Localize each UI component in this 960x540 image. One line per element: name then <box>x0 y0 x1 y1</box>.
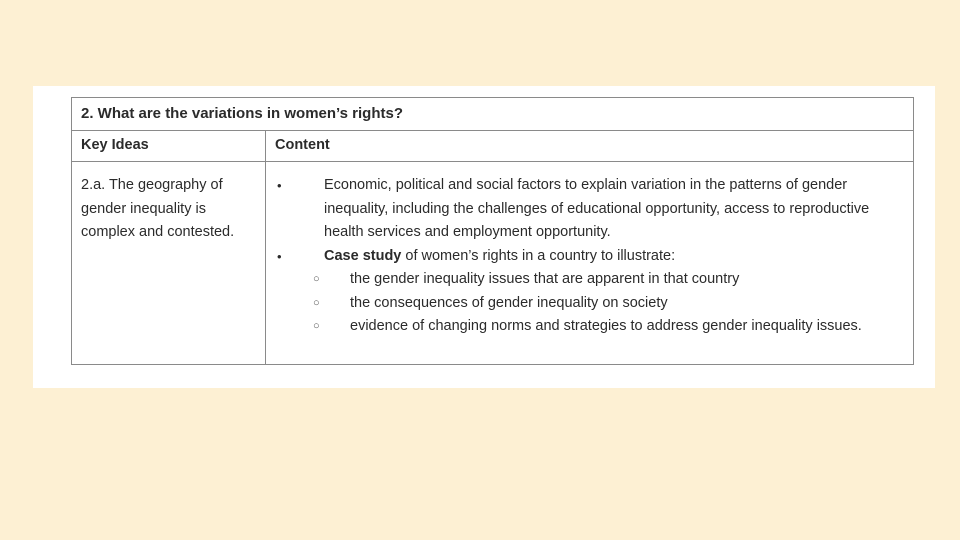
bullet-text: Economic, political and social factors to explain variation in the patterns of gender inequality, including the challenges of educational opportunity, access to reproductive health services and employment opportunity. <box>324 177 870 240</box>
document-panel <box>33 86 935 388</box>
bullet-item <box>276 245 904 269</box>
bullet-icon: • <box>277 178 282 193</box>
sub-list-item <box>276 315 904 339</box>
bullet-rest-text: of women’s rights in a country to illustrate: <box>401 247 676 264</box>
bullet-bold-text: Case study <box>324 247 402 264</box>
circle-bullet-icon: ○ <box>313 273 320 285</box>
content-cell <box>266 162 914 365</box>
sub-item-text: evidence of changing norms and strategies to address gender inequality issues. <box>350 318 862 334</box>
circle-bullet-icon: ○ <box>313 320 320 332</box>
bullet-item <box>276 174 904 245</box>
header-content: Content <box>266 131 914 162</box>
sub-item-text: the gender inequality issues that are apparent in that country <box>350 271 740 287</box>
table-row <box>72 162 914 365</box>
header-key-ideas: Key Ideas <box>72 131 266 162</box>
sub-item-text: the consequences of gender inequality on society <box>350 294 668 311</box>
specification-table <box>71 97 914 365</box>
header-row <box>72 131 914 162</box>
circle-bullet-icon: ○ <box>313 296 320 309</box>
bullet-icon: • <box>277 248 282 264</box>
bullet-text <box>324 245 904 269</box>
key-idea-cell: 2.a. The geography of gender inequality is complex and contested. <box>72 162 266 365</box>
title-row <box>72 98 914 131</box>
sub-list-item <box>276 292 904 316</box>
sub-list-item <box>276 268 904 292</box>
table-title: 2. What are the variations in women’s rights? <box>72 98 914 131</box>
